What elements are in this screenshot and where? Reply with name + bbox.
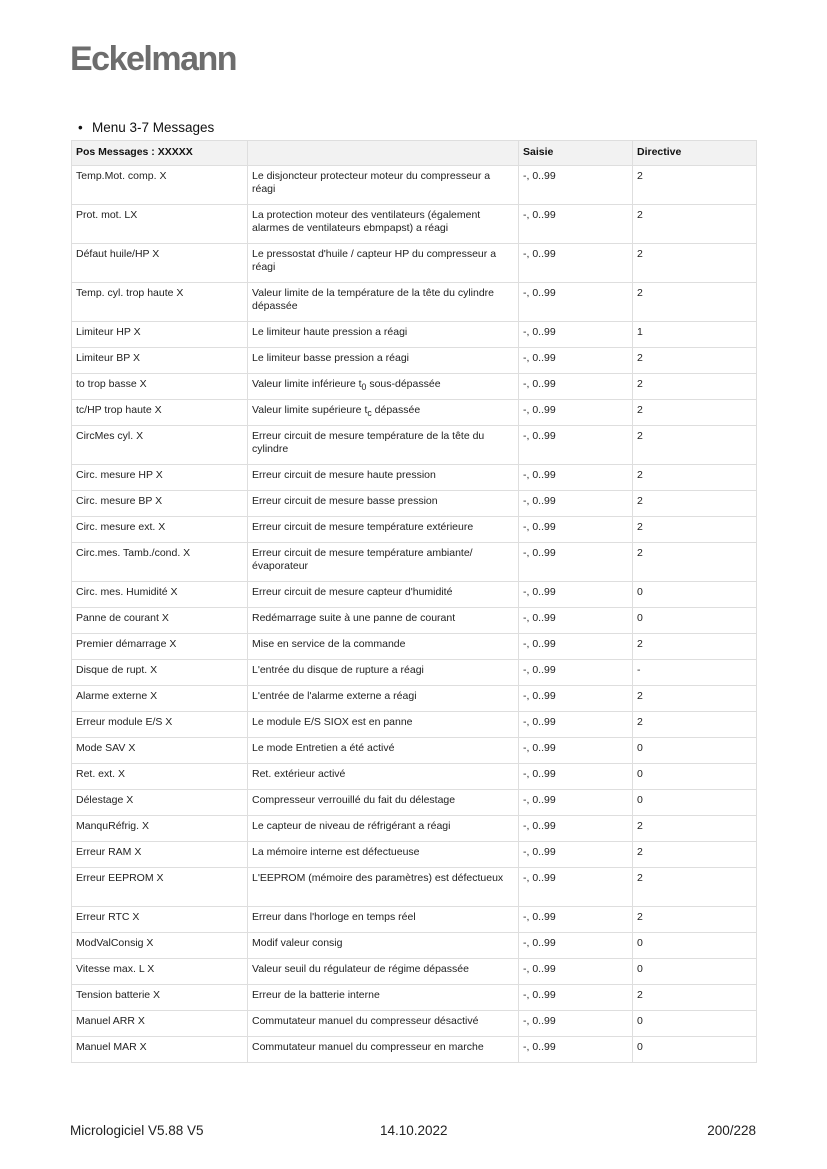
cell-description: Mise en service de la commande (248, 634, 519, 660)
cell-directive: 2 (633, 543, 757, 582)
section-heading (78, 120, 214, 135)
cell-pos: Manuel MAR X (72, 1037, 248, 1063)
cell-description: Erreur dans l'horloge en temps réel (248, 907, 519, 933)
cell-description: Compresseur verrouillé du fait du délestage (248, 790, 519, 816)
cell-saisie: -, 0..99 (519, 959, 633, 985)
cell-directive: 2 (633, 985, 757, 1011)
cell-description: Le limiteur haute pression a réagi (248, 322, 519, 348)
cell-description: La protection moteur des ventilateurs (également alarmes de ventilateurs ebmpapst) a réagi (248, 205, 519, 244)
cell-saisie: -, 0..99 (519, 634, 633, 660)
cell-pos: Panne de courant X (72, 608, 248, 634)
cell-pos: Prot. mot. LX (72, 205, 248, 244)
cell-saisie: -, 0..99 (519, 907, 633, 933)
cell-description (248, 374, 519, 400)
cell-description: Erreur circuit de mesure capteur d'humidité (248, 582, 519, 608)
cell-saisie: -, 0..99 (519, 283, 633, 322)
cell-pos: tc/HP trop haute X (72, 400, 248, 426)
cell-pos: Circ. mesure ext. X (72, 517, 248, 543)
cell-pos: ModValConsig X (72, 933, 248, 959)
table-body (72, 166, 757, 1063)
cell-saisie: -, 0..99 (519, 322, 633, 348)
cell-pos: Disque de rupt. X (72, 660, 248, 686)
cell-saisie: -, 0..99 (519, 1037, 633, 1063)
footer-date: 14.10.2022 (380, 1123, 448, 1138)
cell-saisie: -, 0..99 (519, 933, 633, 959)
description-text-after: sous-dépassée (366, 378, 441, 390)
cell-saisie: -, 0..99 (519, 842, 633, 868)
cell-description: Modif valeur consig (248, 933, 519, 959)
cell-saisie: -, 0..99 (519, 868, 633, 907)
cell-pos: Premier démarrage X (72, 634, 248, 660)
cell-directive: 2 (633, 374, 757, 400)
cell-description: Erreur circuit de mesure température de la tête du cylindre (248, 426, 519, 465)
table-row (72, 1037, 757, 1063)
cell-description: L'EEPROM (mémoire des paramètres) est défectueux (248, 868, 519, 907)
cell-directive: 2 (633, 842, 757, 868)
cell-description: Le mode Entretien a été activé (248, 738, 519, 764)
cell-directive: 0 (633, 764, 757, 790)
cell-description: Valeur limite de la température de la tête du cylindre dépassée (248, 283, 519, 322)
cell-pos: Erreur EEPROM X (72, 868, 248, 907)
table-row (72, 608, 757, 634)
table-row (72, 465, 757, 491)
cell-description: Le capteur de niveau de réfrigérant a réagi (248, 816, 519, 842)
section-heading-text: Menu 3-7 Messages (92, 120, 215, 135)
table-row (72, 816, 757, 842)
cell-directive: 0 (633, 738, 757, 764)
bullet-icon: • (78, 120, 83, 135)
table-row (72, 1011, 757, 1037)
cell-description: Commutateur manuel du compresseur en marche (248, 1037, 519, 1063)
cell-pos: Temp.Mot. comp. X (72, 166, 248, 205)
cell-description: Ret. extérieur activé (248, 764, 519, 790)
cell-description (248, 400, 519, 426)
cell-directive: 2 (633, 868, 757, 907)
table-row (72, 985, 757, 1011)
cell-description: Redémarrage suite à une panne de courant (248, 608, 519, 634)
cell-pos: Délestage X (72, 790, 248, 816)
cell-saisie: -, 0..99 (519, 465, 633, 491)
table-row (72, 660, 757, 686)
cell-saisie: -, 0..99 (519, 543, 633, 582)
table-row (72, 348, 757, 374)
company-logo: Eckelmann (70, 40, 237, 78)
cell-pos: Temp. cyl. trop haute X (72, 283, 248, 322)
cell-saisie: -, 0..99 (519, 1011, 633, 1037)
cell-directive: 2 (633, 491, 757, 517)
cell-directive: 0 (633, 582, 757, 608)
cell-saisie: -, 0..99 (519, 608, 633, 634)
cell-description: Valeur seuil du régulateur de régime dépassée (248, 959, 519, 985)
cell-directive: 2 (633, 517, 757, 543)
cell-saisie: -, 0..99 (519, 985, 633, 1011)
table-row (72, 400, 757, 426)
cell-directive: 2 (633, 465, 757, 491)
cell-description: Erreur circuit de mesure haute pression (248, 465, 519, 491)
cell-saisie: -, 0..99 (519, 816, 633, 842)
cell-pos: Limiteur HP X (72, 322, 248, 348)
description-text: Valeur limite supérieure t (252, 404, 368, 416)
cell-directive: 2 (633, 907, 757, 933)
cell-saisie: -, 0..99 (519, 764, 633, 790)
header-saisie: Saisie (519, 141, 633, 166)
header-description (248, 141, 519, 166)
cell-pos: Circ.mes. Tamb./cond. X (72, 543, 248, 582)
cell-directive: 2 (633, 816, 757, 842)
cell-saisie: -, 0..99 (519, 712, 633, 738)
cell-saisie: -, 0..99 (519, 244, 633, 283)
cell-directive: 2 (633, 244, 757, 283)
cell-directive: 1 (633, 322, 757, 348)
cell-directive: 2 (633, 166, 757, 205)
table-row (72, 933, 757, 959)
header-pos-messages: Pos Messages : XXXXX (72, 141, 248, 166)
cell-directive: 0 (633, 1037, 757, 1063)
footer-firmware: Micrologiciel V5.88 V5 (70, 1123, 204, 1138)
messages-table (71, 140, 757, 1063)
cell-saisie: -, 0..99 (519, 686, 633, 712)
cell-pos: Mode SAV X (72, 738, 248, 764)
cell-description: Commutateur manuel du compresseur désactivé (248, 1011, 519, 1037)
cell-description: Erreur circuit de mesure basse pression (248, 491, 519, 517)
table-row (72, 712, 757, 738)
cell-directive: 2 (633, 205, 757, 244)
cell-saisie: -, 0..99 (519, 582, 633, 608)
cell-saisie: -, 0..99 (519, 491, 633, 517)
cell-description: L'entrée de l'alarme externe a réagi (248, 686, 519, 712)
cell-pos: Vitesse max. L X (72, 959, 248, 985)
cell-pos: Circ. mesure BP X (72, 491, 248, 517)
cell-saisie: -, 0..99 (519, 790, 633, 816)
cell-directive: 2 (633, 348, 757, 374)
cell-saisie: -, 0..99 (519, 660, 633, 686)
header-directive: Directive (633, 141, 757, 166)
cell-pos: Erreur RAM X (72, 842, 248, 868)
cell-description: Le disjoncteur protecteur moteur du compresseur a réagi (248, 166, 519, 205)
table-row (72, 582, 757, 608)
cell-pos: Circ. mesure HP X (72, 465, 248, 491)
table-row (72, 205, 757, 244)
cell-saisie: -, 0..99 (519, 205, 633, 244)
table-row (72, 790, 757, 816)
cell-description: Le pressostat d'huile / capteur HP du compresseur a réagi (248, 244, 519, 283)
cell-saisie: -, 0..99 (519, 166, 633, 205)
cell-pos: Tension batterie X (72, 985, 248, 1011)
table-row (72, 517, 757, 543)
table-row (72, 166, 757, 205)
table-row (72, 959, 757, 985)
table-row (72, 868, 757, 907)
cell-directive: 2 (633, 283, 757, 322)
description-subscript: 0 (361, 382, 367, 393)
description-subscript: c (367, 408, 372, 419)
cell-saisie: -, 0..99 (519, 517, 633, 543)
cell-pos: Manuel ARR X (72, 1011, 248, 1037)
cell-saisie: -, 0..99 (519, 738, 633, 764)
table-row (72, 764, 757, 790)
cell-description: Le limiteur basse pression a réagi (248, 348, 519, 374)
cell-description: L'entrée du disque de rupture a réagi (248, 660, 519, 686)
table-header-row (72, 141, 757, 166)
footer-page-number: 200/228 (707, 1123, 756, 1138)
cell-pos: ManquRéfrig. X (72, 816, 248, 842)
description-text-after: dépassée (371, 404, 421, 416)
cell-pos: Défaut huile/HP X (72, 244, 248, 283)
cell-directive: 0 (633, 1011, 757, 1037)
cell-description: Erreur circuit de mesure température extérieure (248, 517, 519, 543)
table-row (72, 842, 757, 868)
table-row (72, 907, 757, 933)
cell-directive: 2 (633, 712, 757, 738)
cell-pos: Alarme externe X (72, 686, 248, 712)
cell-pos: Ret. ext. X (72, 764, 248, 790)
cell-directive: 2 (633, 634, 757, 660)
table-row (72, 426, 757, 465)
cell-pos: Erreur RTC X (72, 907, 248, 933)
cell-saisie: -, 0..99 (519, 426, 633, 465)
table-row (72, 634, 757, 660)
cell-saisie: -, 0..99 (519, 374, 633, 400)
cell-directive: 0 (633, 933, 757, 959)
cell-directive: 0 (633, 790, 757, 816)
table-row (72, 686, 757, 712)
cell-description: Erreur circuit de mesure température ambiante/ évaporateur (248, 543, 519, 582)
cell-directive: 0 (633, 608, 757, 634)
cell-directive: 2 (633, 400, 757, 426)
table-row (72, 283, 757, 322)
cell-description: La mémoire interne est défectueuse (248, 842, 519, 868)
table-row (72, 244, 757, 283)
cell-description: Erreur de la batterie interne (248, 985, 519, 1011)
cell-directive: 2 (633, 686, 757, 712)
table-row (72, 491, 757, 517)
table-row (72, 322, 757, 348)
table-row (72, 738, 757, 764)
cell-description: Le module E/S SIOX est en panne (248, 712, 519, 738)
cell-pos: Circ. mes. Humidité X (72, 582, 248, 608)
description-text: Valeur limite inférieure t (252, 378, 362, 390)
cell-pos: to trop basse X (72, 374, 248, 400)
cell-saisie: -, 0..99 (519, 348, 633, 374)
table-row (72, 374, 757, 400)
cell-directive: 0 (633, 959, 757, 985)
cell-pos: Erreur module E/S X (72, 712, 248, 738)
cell-directive: - (633, 660, 757, 686)
cell-directive: 2 (633, 426, 757, 465)
cell-pos: CircMes cyl. X (72, 426, 248, 465)
cell-saisie: -, 0..99 (519, 400, 633, 426)
cell-pos: Limiteur BP X (72, 348, 248, 374)
table-row (72, 543, 757, 582)
